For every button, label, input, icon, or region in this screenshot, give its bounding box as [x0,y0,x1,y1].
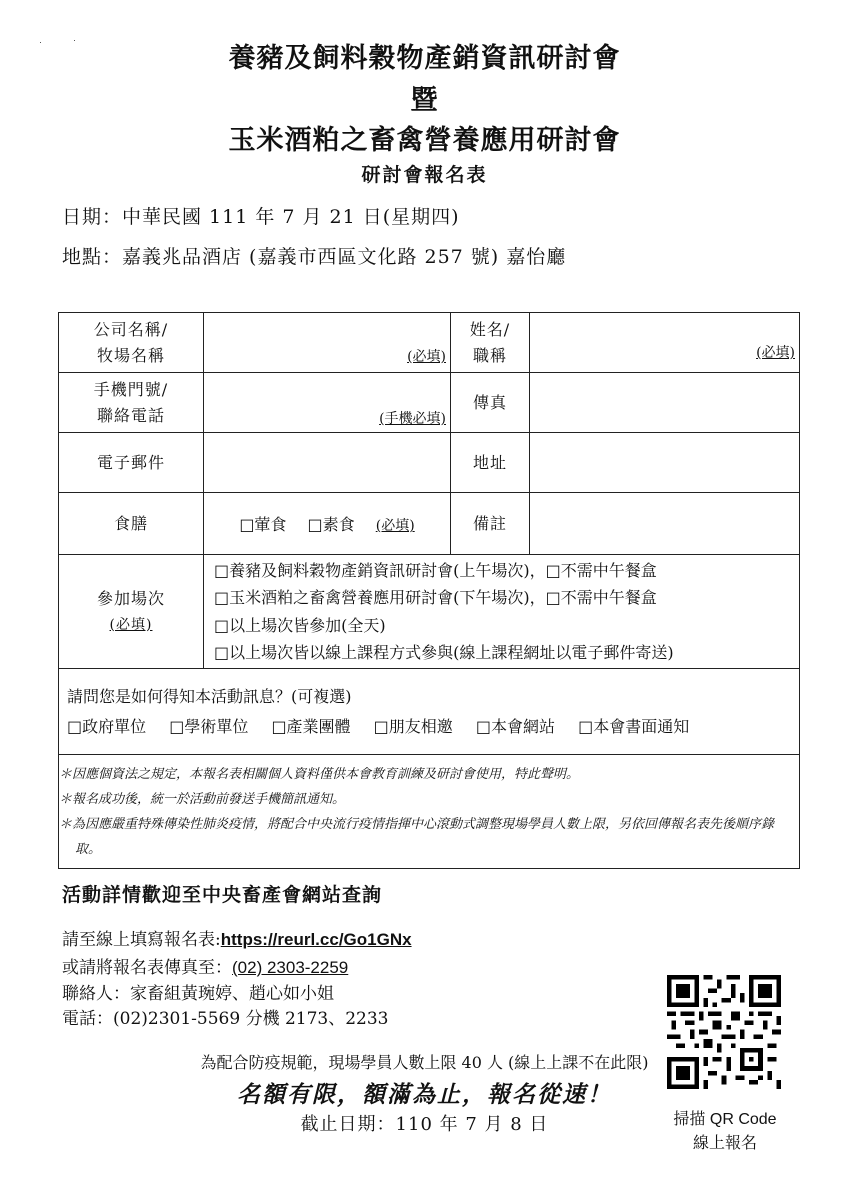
session-option-fullday[interactable]: □以上場次皆參加(全天) [214,615,386,635]
session-option-afternoon[interactable]: □玉米酒粕之畜禽營養應用研討會(下午場次)，□不需中午餐盒 [214,588,657,607]
meal-veg-checkbox[interactable]: □素食 [307,515,355,534]
deadline: 截止日期：110 年 7 月 8 日 [300,1114,549,1135]
capacity-note: 為配合防疫規範，現場學員人數上限 40 人 (線上上課不在此限) [200,1053,649,1072]
note-sms: ＊報名成功後，統一於活動前發送手機簡訊通知。 [59,791,346,807]
required-note: (必填) [375,518,415,534]
source-option-letter[interactable]: □本會書面通知 [578,716,690,736]
meal-options [204,493,451,555]
registration-form [58,312,800,869]
source-question: 請問您是如何得知本活動訊息？(可複選) [67,686,352,706]
fax-label: 傳真 [451,373,530,433]
online-registration-line: 請至線上填寫報名表:https://reurl.cc/Go1GNx [62,930,412,950]
more-info-heading: 活動詳情歡迎至中央畜產會網站查詢 [62,884,383,906]
company-field[interactable] [204,313,451,373]
session-label: 參加場次 (必填) [59,555,204,669]
address-field[interactable] [530,433,800,493]
note-privacy: ＊因應個資法之規定，本報名表相關個人資料僅供本會教育訓練及研討會使用，特此聲明。 [59,766,580,782]
fax-field[interactable] [530,373,800,433]
phone-field[interactable] [204,373,451,433]
page-title: 養豬及飼料穀物產銷資訊研討會 [228,43,621,74]
email-field[interactable] [204,433,451,493]
phone-label: 手機門號/ 聯絡電話 [59,373,204,433]
required-note: (必填) [756,345,795,361]
disclaimer-notes [59,755,800,869]
source-option-industry[interactable]: □產業團體 [271,716,351,736]
contact-phone: 電話：(02)2301-5569 分機 2173、2233 [62,1009,389,1029]
email-label: 電子郵件 [59,433,204,493]
hurry-note: 名額有限，額滿為止，報名從速！ [237,1081,612,1108]
notes-field[interactable] [530,493,800,555]
company-label: 公司名稱/ 牧場名稱 [59,313,204,373]
source-option-website[interactable]: □本會網站 [475,716,555,736]
source-option-academic[interactable]: □學術單位 [169,716,249,736]
name-field[interactable] [530,313,800,373]
source-question-cell [59,669,800,755]
session-options [204,555,800,669]
meal-meat-checkbox[interactable]: □葷食 [239,515,287,534]
form-subtitle: 研討會報名表 [361,164,488,186]
phone-required-note: (手機必填) [379,411,446,427]
meal-label: 食膳 [59,493,204,555]
page-title-2: 玉米酒粕之畜禽營養應用研討會 [228,125,621,156]
session-option-online[interactable]: □以上場次皆以線上課程方式參與(線上課程網址以電子郵件寄送) [214,643,674,662]
contact-person: 聯絡人：家畜組黃琬婷、趙心如小姐 [62,984,334,1004]
qr-caption-2: 線上報名 [692,1133,757,1152]
source-option-friend[interactable]: □朋友相邀 [373,716,453,736]
qr-code-icon[interactable] [667,975,781,1089]
address-label: 地址 [451,433,530,493]
required-note: (必填) [407,349,446,365]
fax-line: 或請將報名表傳真至：(02) 2303-2259 [62,958,349,978]
event-location: 地點：嘉義兆品酒店 (嘉義市西區文化路 257 號) 嘉怡廳 [62,246,567,268]
online-registration-link[interactable]: https://reurl.cc/Go1GNx [220,930,412,949]
notes-label: 備註 [451,493,530,555]
source-option-government[interactable]: □政府單位 [67,716,147,736]
event-date: 日期：中華民國 111 年 7 月 21 日(星期四) [62,206,460,228]
title-conjunction: 暨 [410,85,439,116]
name-label: 姓名/ 職稱 [451,313,530,373]
note-covid: ＊為因應嚴重特殊傳染性肺炎疫情，將配合中央流行疫情指揮中心滾動式調整現場學員人數上限，另依回傳報名表先後順序錄取。 [59,816,775,857]
qr-caption: 掃描 QR Code [673,1111,777,1128]
session-option-morning[interactable]: □養豬及飼料穀物產銷資訊研討會(上午場次)，□不需中午餐盒 [214,560,657,580]
fax-number: (02) 2303-2259 [232,958,349,977]
source-options [59,712,799,742]
